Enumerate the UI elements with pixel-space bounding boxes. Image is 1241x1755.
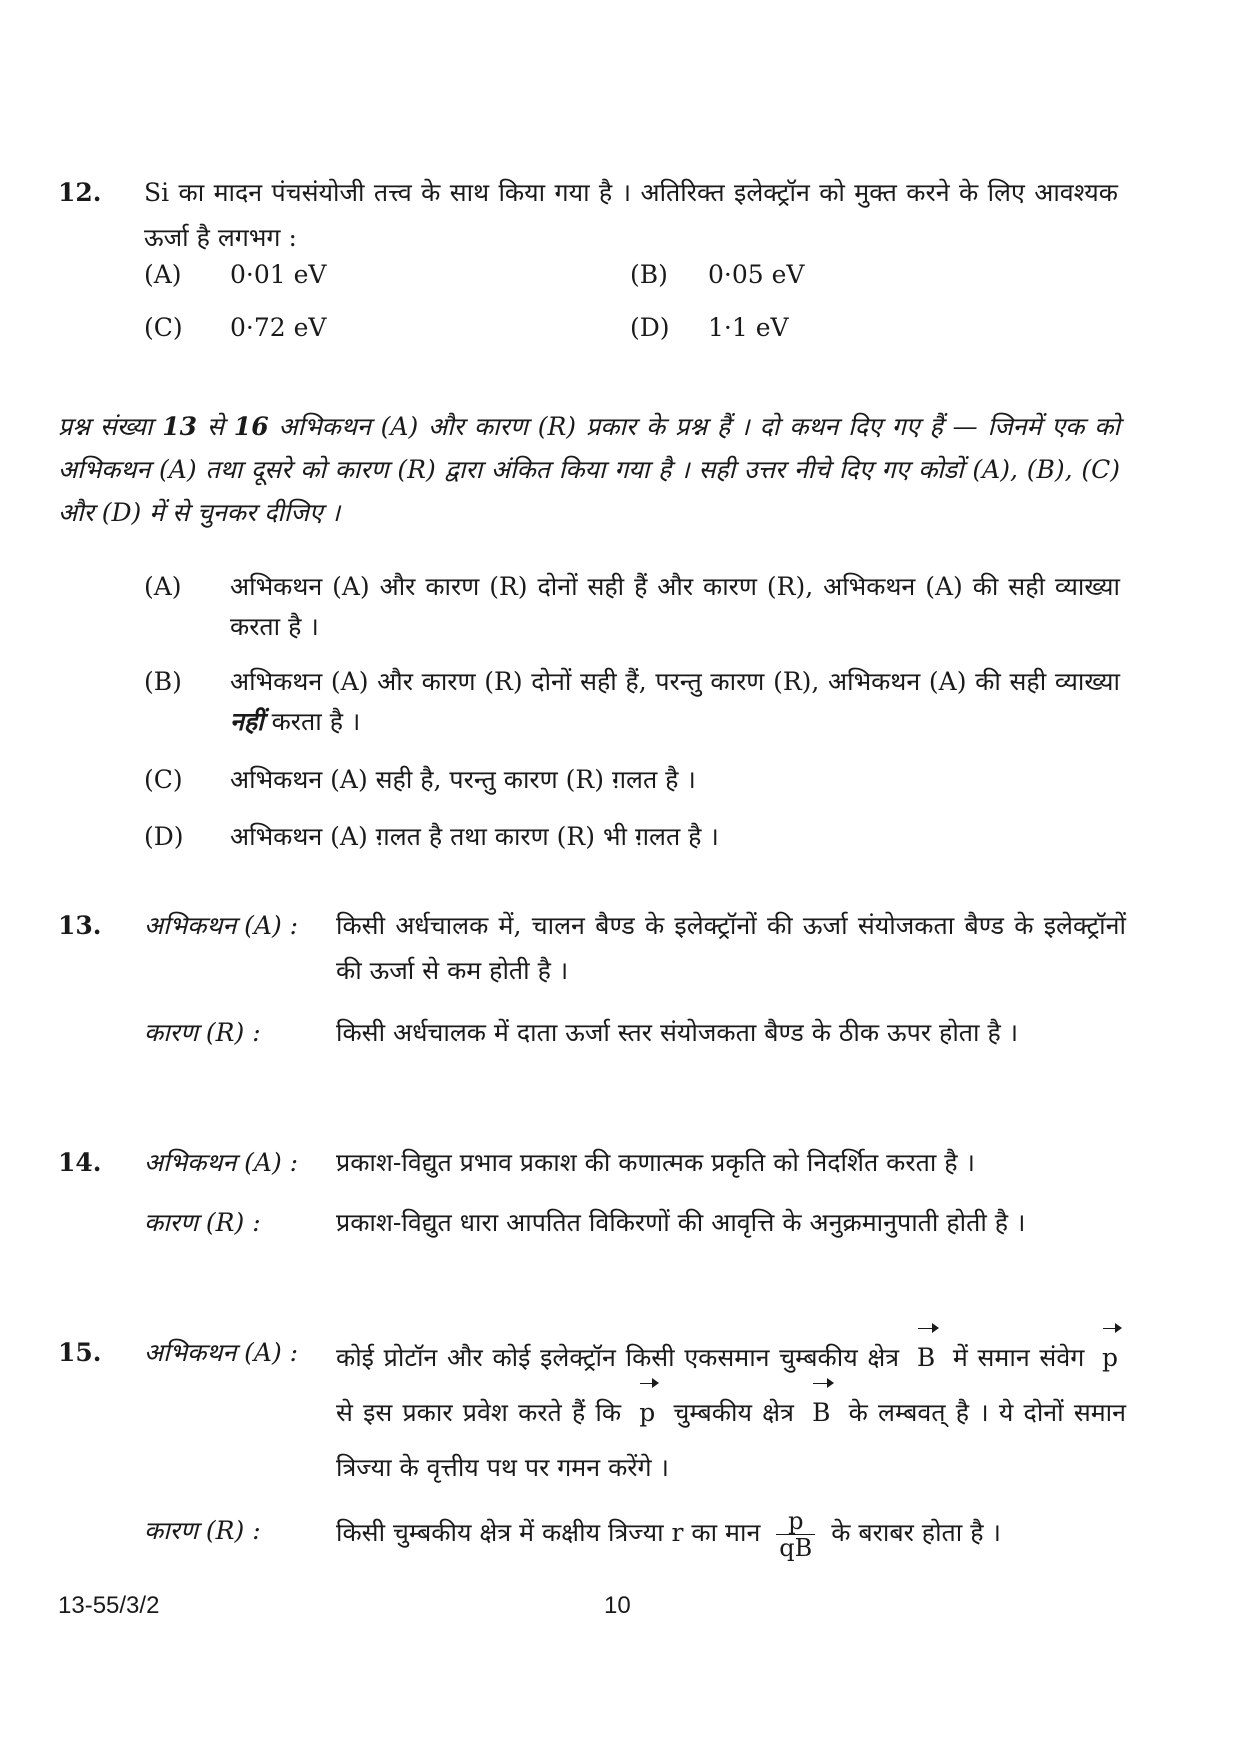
reason-part-1: किसी चुम्बकीय क्षेत्र में कक्षीय त्रिज्या r का मान <box>336 1518 761 1547</box>
reason-text <box>336 1508 1126 1561</box>
instruction-num-13: 13 <box>162 412 198 441</box>
question-12-text: Si का मादन पंचसंयोजी तत्त्व के साथ किया गया है । अतिरिक्त इलेक्ट्रॉन को मुक्त करने के लिए आवश्यक ऊर्जा है लगभग : <box>144 178 1118 252</box>
fraction-denominator: qB <box>779 1534 813 1562</box>
option-text-d: 1·1 eV <box>708 313 789 342</box>
code-text-b <box>230 662 1120 742</box>
vector-b-symbol: B <box>917 1330 935 1385</box>
reason-label: कारण (R) : <box>144 1516 261 1545</box>
code-label-d: (D) <box>144 822 184 851</box>
option-text-b: 0·05 eV <box>708 260 805 289</box>
fraction-numerator: p <box>776 1508 815 1535</box>
assertion-part-4: चुम्बकीय क्षेत्र <box>673 1398 794 1427</box>
code-label-c: (C) <box>144 765 183 794</box>
option-text-c: 0·72 eV <box>230 313 327 342</box>
paper-code: 13-55/3/2 <box>58 1592 160 1619</box>
instruction-pre: प्रश्न संख्या <box>58 412 153 441</box>
option-text-a: 0·01 eV <box>230 260 327 289</box>
assertion-text: प्रकाश-विद्युत प्रभाव प्रकाश की कणात्मक प्रकृति को निदर्शित करता है । <box>336 1148 975 1177</box>
code-text-c: अभिकथन (A) सही है, परन्तु कारण (R) ग़लत है । <box>230 765 696 794</box>
option-label-b: (B) <box>630 260 668 289</box>
assertion-label: अभिकथन (A) : <box>144 1338 299 1367</box>
question-number-12: 12. <box>58 178 102 207</box>
instruction-rest: अभिकथन (A) और कारण (R) प्रकार के प्रश्न हैं । दो कथन दिए गए हैं — जिनमें एक को अभिकथन (A) तथा दूसरे को कारण (R) द्वारा अंकित किया गया है । सही उत्तर नीचे दिए गए कोडों (A), (B), (C) और (D) में से चुनकर दीजिए । <box>58 412 1120 527</box>
assertion-part-1: कोई प्रोटॉन और कोई इलेक्ट्रॉन किसी एकसमान चुम्बकीय क्षेत्र <box>336 1343 900 1372</box>
vector-b-symbol: B <box>812 1385 830 1440</box>
code-text-d: अभिकथन (A) ग़लत है तथा कारण (R) भी ग़लत है । <box>230 822 719 851</box>
fraction-p-over-qb <box>776 1508 815 1561</box>
reason-text: प्रकाश-विद्युत धारा आपतित विकिरणों की आवृत्ति के अनुक्रमानुपाती होती है । <box>336 1208 1026 1237</box>
assertion-part-3: से इस प्रकार प्रवेश करते हैं कि <box>336 1398 622 1427</box>
reason-part-2: के बराबर होता है । <box>831 1518 1001 1547</box>
reason-label: कारण (R) : <box>144 1208 261 1237</box>
assertion-text <box>336 1330 1126 1495</box>
assertion-reason-instruction <box>58 405 1120 534</box>
reason-text: किसी अर्धचालक में दाता ऊर्जा स्तर संयोजकता बैण्ड के ठीक ऊपर होता है । <box>336 1018 1019 1047</box>
question-number-15: 15. <box>58 1338 102 1367</box>
vector-p-symbol: p <box>639 1385 655 1440</box>
reason-label: कारण (R) : <box>144 1018 261 1047</box>
code-label-b: (B) <box>144 667 182 696</box>
assertion-label: अभिकथन (A) : <box>144 1148 299 1177</box>
vector-p-symbol: p <box>1102 1330 1118 1385</box>
option-label-a: (A) <box>144 260 182 289</box>
code-text-b-post: करता है । <box>271 707 361 736</box>
assertion-part-2: में समान संवेग <box>952 1343 1085 1372</box>
option-label-c: (C) <box>144 313 183 342</box>
page-number: 10 <box>604 1592 631 1619</box>
option-label-d: (D) <box>630 313 670 342</box>
question-number-13: 13. <box>58 911 102 940</box>
code-text-a: अभिकथन (A) और कारण (R) दोनों सही हैं और कारण (R), अभिकथन (A) की सही व्याख्या करता है । <box>230 572 1120 641</box>
code-text-b-pre: अभिकथन (A) और कारण (R) दोनों सही हैं, परन्तु कारण (R), अभिकथन (A) की सही व्याख्या <box>230 667 1120 696</box>
assertion-label: अभिकथन (A) : <box>144 911 299 940</box>
code-label-a: (A) <box>144 572 182 601</box>
question-number-14: 14. <box>58 1148 102 1177</box>
code-text-b-emphasis: नहीं <box>230 707 264 736</box>
instruction-num-16: 16 <box>233 412 269 441</box>
assertion-text: किसी अर्धचालक में, चालन बैण्ड के इलेक्ट्रॉनों की ऊर्जा संयोजकता बैण्ड के इलेक्ट्रॉनों की ऊर्जा से कम होती है । <box>336 911 1126 985</box>
assertion-part-5: के लम्बवत् है । ये दोनों समान त्रिज्या के वृत्तीय पथ पर गमन करेंगे । <box>336 1398 1127 1482</box>
instruction-mid: से <box>206 412 224 441</box>
